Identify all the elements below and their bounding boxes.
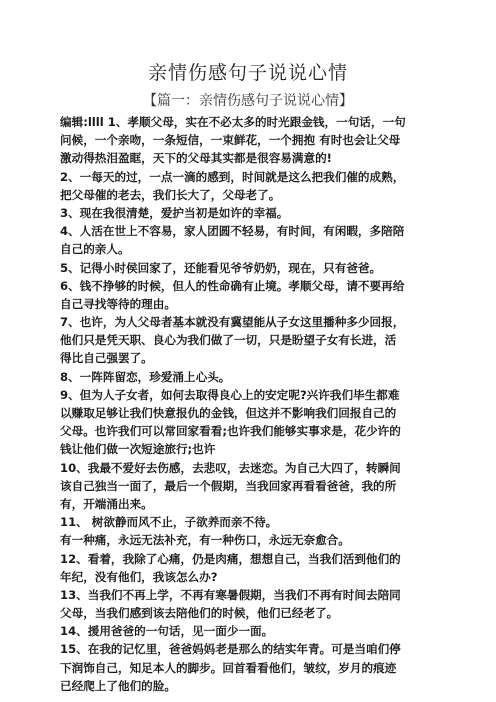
- text-line: 问候，一个亲吻，一条短信，一束鲜花，一个拥抱 有时也会让父母: [60, 133, 401, 148]
- text-line: 下润饰自己，知足本人的脚步。回首看看他们，皱纹，岁月的痕迹: [60, 660, 397, 675]
- text-line: 14、援用爸爸的一句话，见一面少一面。: [60, 624, 274, 639]
- text-line: 年纪，没有他们，我该怎么办?: [60, 569, 218, 584]
- document-body: [60, 113, 438, 695]
- text-line: 9、但为人子女者，如何去取得良心上的安定呢?兴许我们毕生都难: [60, 387, 400, 402]
- text-line: 有一种痛，永远无法补充，有一种伤口，永远无奈愈合。: [60, 533, 350, 548]
- text-line: 4、人活在世上不容易，家人团圆不轻易，有时间，有闲暇，多陪陪: [60, 224, 405, 239]
- text-line: 13、当我们不再上学，不再有寒暑假期，当我们不再有时间去陪同: [60, 587, 401, 602]
- text-line: 12、看着，我除了心痛，仍是肉痛，想想自己，当我们活到他们的: [60, 551, 401, 566]
- text-line: 把父母催的老去，我们长大了，父母老了。: [60, 187, 281, 202]
- text-line: 他们只是凭天职、良心为我们做了一切，只是盼望子女有长进，活: [60, 333, 397, 348]
- text-line: 3、现在我很清楚，爱护当初是如许的幸福。: [60, 205, 289, 220]
- text-line: 6、钱不挣够的时候，但人的性命确有止境。孝顺父母，请不要再给: [60, 278, 405, 293]
- document-subtitle: 【篇一：亲情伤感句子说说心情】: [143, 93, 353, 109]
- text-line: 11、 树欲静而风不止，子欲养而亲不待。: [60, 515, 278, 530]
- text-line: 自己寻找等待的理由。: [60, 296, 176, 311]
- text-line: 已经爬上了他们的脸。: [60, 678, 176, 693]
- text-line: 父母。也许我们可以常回家看看;也许我们能够实事求是，花少许的: [60, 424, 401, 439]
- text-line: 得比自己强罢了。: [60, 351, 153, 366]
- text-line: 10、我最不爱好去伤感，去悲叹，去迷恋。为自己大四了，转瞬间: [60, 460, 401, 475]
- text-line: 以赚取足够让我们快意报仇的金钱，但这并不影响我们回报自己的: [60, 406, 397, 420]
- text-line: 15、在我的记忆里，爸爸妈妈老是那么的结实年青。可是当咱们停: [60, 642, 401, 657]
- text-line: 自己的亲人。: [60, 242, 130, 257]
- text-line: 钱让他们做一次短途旅行;也许: [60, 442, 216, 457]
- text-line: 7、也许，为人父母者基本就没有冀望能从子女这里播种多少回报，: [60, 315, 405, 330]
- text-line: 2、一每天的过，一点一滴的感到，时间就是这么把我们催的成熟，: [60, 169, 405, 184]
- text-line: 8、一阵阵留恋，珍爱涌上心头。: [60, 369, 231, 384]
- text-line: 父母，当我们感到该去陪他们的时候，他们已经老了。: [60, 606, 339, 621]
- document-title: 亲情伤感句子说说心情: [147, 62, 348, 84]
- text-line: 有，开端涌出来。: [60, 496, 153, 511]
- text-line: 编辑:llll 1、孝顺父母，实在不必太多的时光跟金钱，一句话，一句: [60, 115, 406, 129]
- text-line: 该自己独当一面了，最后一个假期，当我回家再看看爸爸，我的所: [60, 478, 397, 493]
- text-line: 5、记得小时侯回家了，还能看见爷爷奶奶，现在，只有爸爸。: [60, 260, 382, 275]
- text-line: 激动得热泪盈眶，天下的父母其实都是很容易满意的!: [60, 151, 332, 166]
